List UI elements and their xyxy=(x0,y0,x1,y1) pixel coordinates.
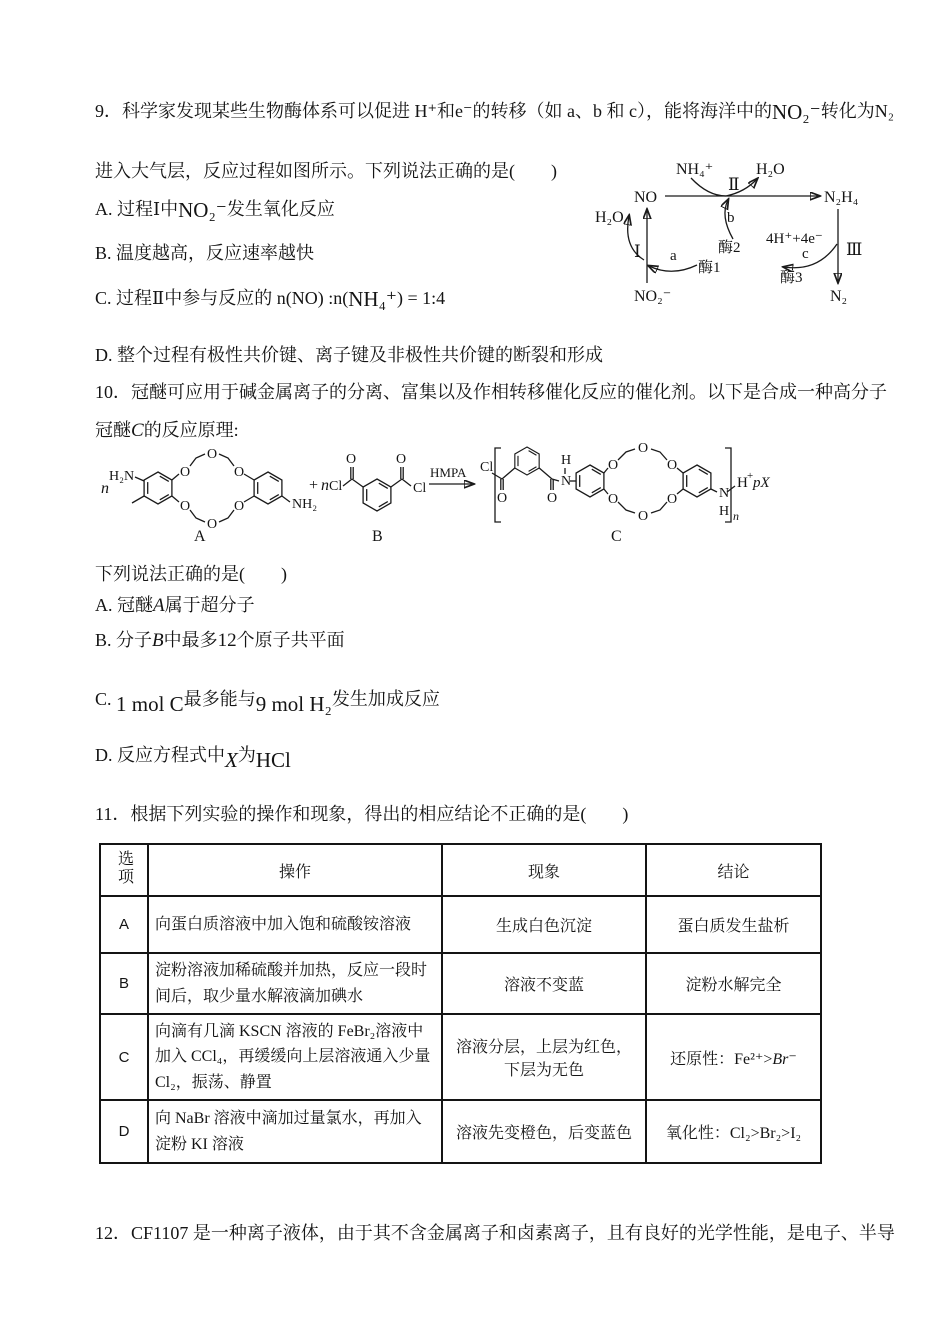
header-phenomenon: 现象 xyxy=(442,844,646,896)
species-nh4: NH₄⁺ xyxy=(676,161,714,178)
bond xyxy=(172,496,179,502)
atom-N-amide: N xyxy=(561,474,572,489)
atom-Cl: Cl xyxy=(480,460,494,475)
header-option: 选项 xyxy=(100,844,148,896)
row-operation: 向蛋白质溶液中加入饱和硫酸铵溶液 xyxy=(148,896,442,953)
q9-stem-text-end: 转化为N₂ xyxy=(820,101,894,121)
benzene-ring-C-acyl xyxy=(515,447,539,475)
bond xyxy=(343,479,352,486)
q9-option-d xyxy=(95,344,603,367)
q11-stem xyxy=(95,803,628,826)
bond xyxy=(219,454,234,466)
bond xyxy=(135,477,144,481)
label-electrons: 4H⁺+4e⁻ xyxy=(766,231,823,247)
row-conclusion: 氧化性：Cl₂>Br₂>I₂ xyxy=(646,1100,821,1163)
q9-option-c-text-end: ) = 1:4 xyxy=(396,288,446,308)
q9-stem-text: 9．科学家发现某些生物酶体系可以促进 H⁺和e⁻的转移（如 a、b 和 c），能将海洋中的 xyxy=(95,101,772,121)
atom-O: O xyxy=(234,465,245,480)
q10-prompt xyxy=(95,563,287,586)
atom-O: O xyxy=(667,458,678,473)
bond xyxy=(172,474,179,480)
atom-O: O xyxy=(346,452,357,467)
q10-synthesis-scheme xyxy=(95,440,795,548)
enzyme-3: 酶3 xyxy=(780,270,803,286)
benzene-ring-A-left xyxy=(144,472,172,504)
bond-methyl xyxy=(132,496,144,503)
label-c: c xyxy=(802,246,809,262)
superscript-plus: + xyxy=(747,470,754,482)
q9-option-a-text: A. 过程Ⅰ中 xyxy=(95,199,179,219)
bond xyxy=(402,479,411,486)
enzyme-2: 酶2 xyxy=(718,240,741,256)
row-key: B xyxy=(100,953,148,1014)
q9-option-a xyxy=(95,197,335,223)
bond xyxy=(190,510,205,522)
q10-stem-text: 10．冠醚可应用于碱金属离子的分离、富集以及作相转移催化反应的催化剂。以下是合成一种高分子 xyxy=(95,382,887,402)
step-1: Ⅰ xyxy=(634,242,641,261)
row-phenomenon: 生成白色沉淀 xyxy=(442,896,646,953)
step-3: Ⅲ xyxy=(846,240,863,259)
benzene-ring-A-right xyxy=(254,472,282,504)
q9-option-d-text: D. 整个过程有极性共价键、离子键及非极性共价键的断裂和形成 xyxy=(95,345,603,365)
table-row xyxy=(100,896,821,953)
table-row xyxy=(100,1100,821,1163)
atom-O: O xyxy=(396,452,407,467)
amine-group-left: H₂N xyxy=(109,469,135,484)
bond xyxy=(502,468,515,479)
q10-option-c-formula2: 9 mol H₂ xyxy=(255,692,332,716)
species-n2h4: N₂H₄ xyxy=(824,189,859,206)
bond xyxy=(618,449,635,460)
atom-O: O xyxy=(234,499,245,514)
q10-option-d xyxy=(95,744,291,773)
atom-N-ammonium: N xyxy=(719,486,730,501)
row-conclusion: 还原性：Fe²⁺>Br⁻ xyxy=(646,1014,821,1100)
q9-option-a-formula: NO₂⁻ xyxy=(178,198,227,222)
bond xyxy=(352,479,363,487)
q10-option-c-text: 最多能与 xyxy=(183,689,256,709)
q9-stem-line2 xyxy=(95,160,557,183)
atom-O: O xyxy=(207,447,218,462)
header-operation: 操作 xyxy=(148,844,442,896)
row-phenomenon: 溶液不变蓝 xyxy=(442,953,646,1014)
atom-O: O xyxy=(180,499,191,514)
row-operation: 向滴有几滴 KSCN 溶液的 FeBr₂溶液中加入 CCl₄，再缓缓向上层溶液通入少量 Cl₂，振荡、静置 xyxy=(148,1014,442,1100)
curve-nh4-in xyxy=(691,178,726,196)
atom-O: O xyxy=(180,465,191,480)
table-header-row xyxy=(100,844,821,896)
bond xyxy=(244,474,254,480)
q9-option-c xyxy=(95,286,445,312)
q10-option-a-compound: A xyxy=(153,595,165,616)
row-phenomenon: 溶液先变橙色，后变蓝色 xyxy=(442,1100,646,1163)
bond xyxy=(539,468,552,479)
curve-enzyme1-a xyxy=(649,265,697,271)
row-operation: 向 NaBr 溶液中滴加过量氯水，再加入淀粉 KI 溶液 xyxy=(148,1100,442,1163)
coeff-n-B: n xyxy=(321,477,329,494)
atom-Cl: Cl xyxy=(329,479,343,494)
bond xyxy=(190,454,205,466)
q9-stem-formula-no2: NO₂⁻ xyxy=(771,100,821,124)
atom-H-ammonium: H xyxy=(719,504,730,519)
q10-option-d-formula: HCl xyxy=(255,748,291,772)
bond xyxy=(651,502,667,513)
species-no: NO xyxy=(634,189,658,206)
q9-option-b-text: B. 温度越高，反应速率越快 xyxy=(95,243,315,263)
q10-stem2-c: C xyxy=(131,420,144,441)
reagent-hmpa: HMPA xyxy=(430,465,467,480)
q10-option-d-text: D. 反应方程式中 xyxy=(95,745,225,765)
row-key: A xyxy=(100,896,148,953)
q11-stem-text: 11．根据下列实验的操作和现象，得出的相应结论不正确的是( ) xyxy=(95,804,629,824)
q11-experiment-table xyxy=(99,843,822,1164)
q10-option-b-text: B. 分子 xyxy=(95,630,153,650)
label-a: a xyxy=(670,248,677,264)
row-key: C xyxy=(100,1014,148,1100)
row-conclusion: 蛋白质发生盐析 xyxy=(646,896,821,953)
q9-reaction-diagram xyxy=(590,152,935,317)
atom-O: O xyxy=(638,509,649,524)
q10-option-a-text-end: 属于超分子 xyxy=(164,595,255,615)
row-operation: 淀粉溶液加稀硫酸并加热，反应一段时间后，取少量水解液滴加碘水 xyxy=(148,953,442,1014)
atom-O: O xyxy=(608,492,619,507)
bond xyxy=(677,468,683,473)
row-conclusion-italic: Br⁻ xyxy=(772,1050,797,1068)
q10-stem2-text: 冠醚 xyxy=(95,420,131,440)
q10-option-a xyxy=(95,594,255,618)
bond xyxy=(391,479,402,487)
curve-enzyme3-c xyxy=(784,244,837,268)
atom-O: O xyxy=(667,492,678,507)
q10-option-c xyxy=(95,688,440,717)
bond xyxy=(711,489,717,492)
row-key: D xyxy=(100,1100,148,1163)
bond xyxy=(282,496,290,502)
species-n2: N₂ xyxy=(830,288,848,305)
bond xyxy=(677,489,683,494)
q10-option-d-x: X xyxy=(225,748,238,772)
header-conclusion: 结论 xyxy=(646,844,821,896)
q9-option-a-text-end: 发生氧化反应 xyxy=(226,199,335,219)
atom-O: O xyxy=(547,491,558,506)
q9-option-b xyxy=(95,242,314,265)
q10-option-a-text: A. 冠醚 xyxy=(95,595,153,615)
q10-option-c-formula1: 1 mol C xyxy=(116,692,184,716)
label-b: b xyxy=(727,210,735,226)
step-2: Ⅱ xyxy=(728,175,740,194)
q9-option-c-formula: NH₄⁺ xyxy=(348,287,397,311)
species-h2o-left: H₂O xyxy=(595,209,624,226)
atom-O: O xyxy=(497,491,508,506)
label-compound-B: B xyxy=(372,528,383,545)
q9-stem-line2-text: 进入大气层，反应过程如图所示。下列说法正确的是( ) xyxy=(95,161,557,181)
q10-option-b-text-end: 个原子共平面 xyxy=(236,630,345,650)
q10-option-d-text2: 为 xyxy=(237,745,256,765)
bond xyxy=(651,449,667,460)
q10-stem-line1 xyxy=(95,381,887,404)
bond xyxy=(244,496,254,502)
atom-O: O xyxy=(638,441,649,456)
q10-option-c-letter: C. xyxy=(95,689,117,709)
species-h2o-top: H₂O xyxy=(756,161,785,178)
bond xyxy=(492,473,502,479)
label-compound-C: C xyxy=(611,528,622,545)
q9-option-c-text: C. 过程Ⅱ中参与反应的 n(NO) :n( xyxy=(95,288,349,308)
q10-option-b-text2: 中最多 xyxy=(163,630,218,650)
atom-Cl: Cl xyxy=(413,481,427,496)
benzene-ring-C-left xyxy=(576,465,604,497)
bond xyxy=(618,502,635,513)
plus-sign: + xyxy=(309,477,319,494)
bracket-open xyxy=(495,448,501,522)
coeff-n-A: n xyxy=(101,480,109,497)
table-row xyxy=(100,953,821,1014)
enzyme-1: 酶1 xyxy=(698,260,721,276)
row-conclusion: 淀粉水解完全 xyxy=(646,953,821,1014)
q9-stem-line1 xyxy=(95,99,894,125)
atom-H-amide: H xyxy=(561,453,572,468)
counterion-px: pX xyxy=(753,475,770,491)
q10-option-b-compound: B xyxy=(152,630,164,651)
table-row xyxy=(100,1014,821,1100)
q10-option-c-text-end: 发生加成反应 xyxy=(331,689,440,709)
q10-option-b-number: 12 xyxy=(217,630,237,651)
proton-H: H xyxy=(737,475,748,491)
species-no2: NO₂⁻ xyxy=(634,288,672,305)
q12-stem xyxy=(95,1222,895,1245)
q10-stem2-text-end: 的反应原理: xyxy=(143,420,239,440)
benzene-ring-B xyxy=(363,479,391,511)
amine-group-right: NH₂ xyxy=(292,497,318,512)
q10-option-b xyxy=(95,629,345,653)
benzene-ring-C-right xyxy=(683,465,711,497)
atom-O: O xyxy=(608,458,619,473)
subscript-n: n xyxy=(733,509,739,523)
row-phenomenon: 溶液分层，上层为红色，下层为无色 xyxy=(442,1014,646,1100)
q12-stem-text: 12．CF1107 是一种离子液体，由于其不含金属离子和卤素离子，且有良好的光学性能，是电子、半导 xyxy=(95,1223,895,1243)
bond xyxy=(219,510,234,522)
q10-prompt-text: 下列说法正确的是( ) xyxy=(95,564,287,584)
atom-O: O xyxy=(207,517,218,532)
label-compound-A: A xyxy=(194,528,206,545)
